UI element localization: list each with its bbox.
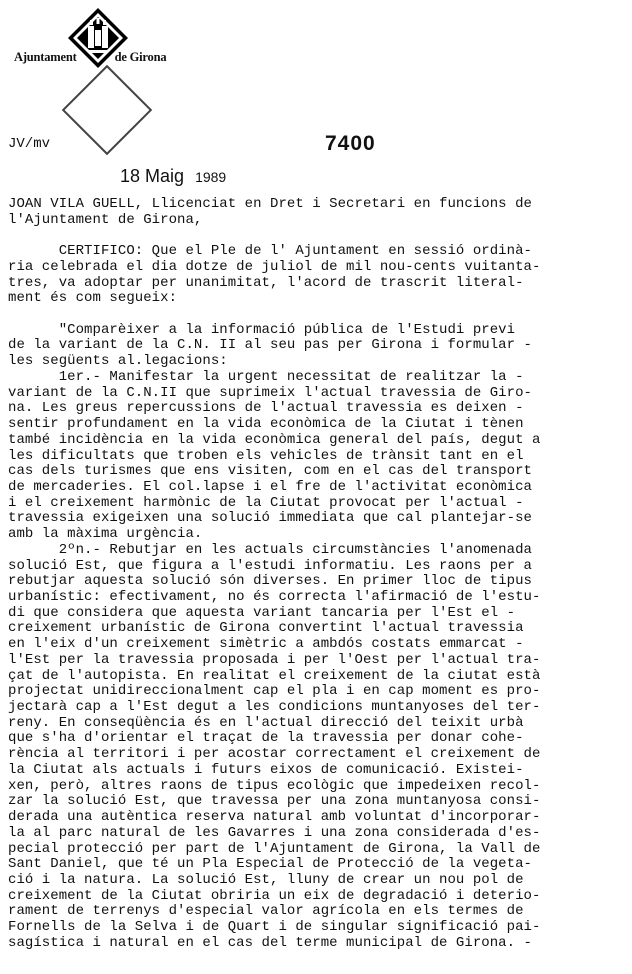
document-line: creixement urbanístic de Girona convertint l'actual travessia	[8, 620, 524, 637]
document-line: solució Est, que figura a l'estudi informatiu. Les raons per a	[8, 557, 532, 574]
document-line: tres, va adoptar per unanimitat, l'acord de trascrit literal-	[8, 274, 524, 291]
document-line: 2ºn.- Rebutjar en les actuals circumstàncies l'anomenada	[8, 541, 532, 558]
document-line: també incidència en la vida econòmica general del país, degut a	[8, 431, 541, 448]
stamp-date-year: 1989	[195, 169, 227, 185]
document-line: na. Les greus repercussions de l'actual travessia es deixen -	[8, 400, 524, 417]
organization-name-part2: de Girona	[114, 50, 167, 64]
document-line: l'Est per la travessia proposada i per l'Oest per l'actual tra-	[8, 651, 541, 668]
document-line: sentir profundament en la vida econòmica de la Ciutat i tènen	[8, 416, 524, 433]
document-line: de mercaderies. El col.lapse i el fre de l'activitat econòmica	[8, 478, 532, 495]
registry-stamp-frame	[62, 65, 153, 156]
document-line: jectarà cap a l'Est degut a les condicions muntanyoses del ter-	[8, 699, 541, 716]
organization-name	[14, 50, 166, 65]
document-line: les següents al.legacions:	[8, 353, 228, 370]
document-line: de la variant de la C.N. II al seu pas per Girona i formular -	[8, 337, 532, 354]
document-line: ment és com segueix:	[8, 290, 178, 307]
document-line: 1er.- Manifestar la urgent necessitat de realitzar la -	[8, 368, 524, 385]
document-line: la al parc natural de les Gavarres i una zona considerada d'es-	[8, 824, 541, 841]
document-line: reny. En conseqüència és en l'actual direcció del teixit urbà	[8, 714, 524, 731]
organization-name-part1: Ajuntament	[14, 50, 77, 64]
document-line: Sant Daniel, que té un Pla Especial de Protecció de la vegeta-	[8, 856, 532, 873]
document-line: les dificultats que troben els vehicles de trànsit tant en el	[8, 447, 524, 464]
document-line: Fornells de la Selva i de Quart i de singular significació pai-	[8, 919, 541, 936]
stamp-date-month: Maig	[145, 166, 185, 186]
document-line: ria celebrada el dia dotze de juliol de mil nou-cents vuitanta-	[8, 258, 541, 275]
document-line: CERTIFICO: Que el Ple de l' Ajuntament en sessió ordinà-	[8, 243, 532, 260]
document-line: travessia exigeixen una solució immediata que cal plantejar-se	[8, 510, 532, 527]
document-line: rebutjar aquesta solució són diverses. En primer lloc de tipus	[8, 573, 532, 590]
document-line: pecial protecció per part de l'Ajuntament de Girona, la Vall de	[8, 840, 541, 857]
document-line: sagística i natural en el cas del terme municipal de Girona. -	[8, 934, 532, 951]
document-line: di que considera que aquesta variant tancaria per l'Est el -	[8, 604, 516, 621]
document-line: ció i la natura. La solució Est, lluny de crear un nou pol de	[8, 871, 524, 888]
document-line: xen, però, altres raons de tipus ecològic que impedeixen recol-	[8, 777, 541, 794]
document-line: que s'ha d'orientar el traçat de la travessia per donar cohe-	[8, 730, 524, 747]
document-line: urbanístic: efectivament, no és correcta l'afirmació de l'estu-	[8, 589, 541, 605]
document-line: en l'eix d'un creixement simètric a ambdós costats emmarcat -	[8, 636, 524, 653]
stamp-date	[120, 166, 226, 187]
document-line: projectat unidireccionalment cap el pla i en cap moment es pro-	[8, 683, 541, 700]
document-line: amb la màxima urgència.	[8, 526, 203, 543]
document-line: derada una autèntica reserva natural amb voluntat d'incorporar-	[8, 809, 541, 826]
document-line: creixement de la Ciutat obriria un eix de degradació i deterio-	[8, 887, 541, 904]
document-line: i el creixement harmònic de la Ciutat provocat per l'actual -	[8, 494, 524, 511]
reference-code: JV/mv	[8, 136, 51, 152]
document-line: çat de l'autopista. En realitat el creixement de la ciutat està	[8, 667, 541, 684]
document-line: rència al territori i per acostar correctament el creixement de	[8, 746, 541, 763]
document-line: la Ciutat als actuals i futurs eixos de comunicació. Existei-	[8, 761, 524, 778]
stamp-date-day: 18	[120, 166, 141, 186]
document-line: zar la solució Est, que travessa per una zona muntanyosa consi-	[8, 793, 541, 810]
registry-stamp	[120, 90, 410, 190]
document-line: JOAN VILA GUELL, Llicenciat en Dret i Secretari en funcions de	[8, 196, 532, 212]
document-line: "Comparèixer a la informació pública de l'Estudi previ	[8, 321, 516, 338]
document-line: l'Ajuntament de Girona,	[8, 211, 203, 228]
document-line: cas dels turismes que ens visiten, com en el cas del transport	[8, 463, 532, 480]
document-line: rament de terrenys d'especial valor agrícola en els termes de	[8, 903, 524, 920]
document-line: variant de la C.N.II que suprimeix l'actual travessia de Giro-	[8, 384, 532, 401]
register-number: 7400	[325, 132, 376, 155]
